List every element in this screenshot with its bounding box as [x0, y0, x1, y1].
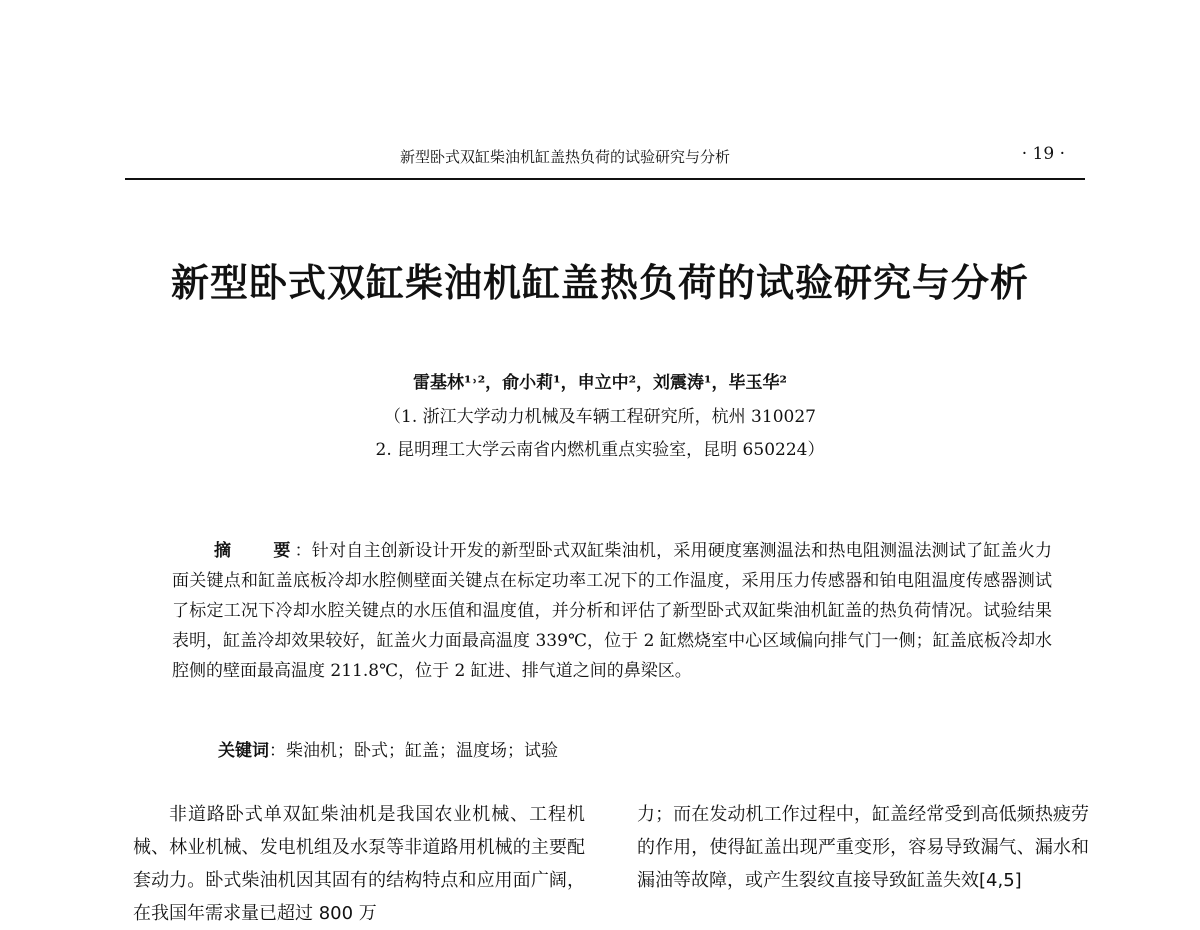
abstract	[172, 536, 1052, 686]
abstract-label: 摘 要	[214, 541, 309, 561]
affiliation-2: 2. 昆明理工大学云南省内燃机重点实验室，昆明 650224）	[375, 440, 825, 460]
body-left-column: 非道路卧式单双缸柴油机是我国农业机械、工程机械、林业机械、发电机组及水泵等非道路用机械的主要配套动力。卧式柴油机因其固有的结构特点和应用面广阔，在我国年需求量已超过 800 万	[133, 804, 585, 924]
body-right-column: 力；而在发动机工作过程中，缸盖经常受到高低频热疲劳的作用，使得缸盖出现严重变形，容易导致漏气、漏水和漏油等故障，或产生裂纹直接导致缸盖失效[4,5]	[637, 804, 1089, 891]
affiliation-1: （1. 浙江大学动力机械及车辆工程研究所，杭州 310027	[384, 407, 816, 427]
keywords	[218, 736, 558, 761]
page-number: · 19 ·	[1021, 144, 1065, 164]
keywords-label: 关键词	[218, 741, 269, 761]
abstract-text: ：针对自主创新设计开发的新型卧式双缸柴油机，采用硬度塞测温法和热电阻测温法测试了缸盖火力面关键点和缸盖底板冷却水腔侧壁面关键点在标定功率工况下的工作温度，采用压力传感器和铂电阻温度传感器测试了标定工况下冷却水腔关键点的水压值和温度值，并分析和评估了新型卧式双缸柴油机缸盖的热负荷情况。试验结果表明，缸盖冷却效果较好，缸盖火力面最高温度 339℃，位于 2 缸燃烧室中心区域偏向排气门一侧；缸盖底板冷却水腔侧的壁面最高温度 211.8℃，位于 2 缸进、排气道之间的鼻梁区。	[172, 541, 1052, 681]
paper-title: 新型卧式双缸柴油机缸盖热负荷的试验研究与分析	[170, 260, 1029, 305]
author-list: 雷基林¹˒²，俞小莉¹，申立中²，刘震涛¹，毕玉华²	[413, 373, 787, 393]
running-title: 新型卧式双缸柴油机缸盖热负荷的试验研究与分析	[400, 148, 731, 166]
running-header	[125, 138, 1085, 180]
keywords-text: ：柴油机；卧式；缸盖；温度场；试验	[269, 741, 558, 761]
